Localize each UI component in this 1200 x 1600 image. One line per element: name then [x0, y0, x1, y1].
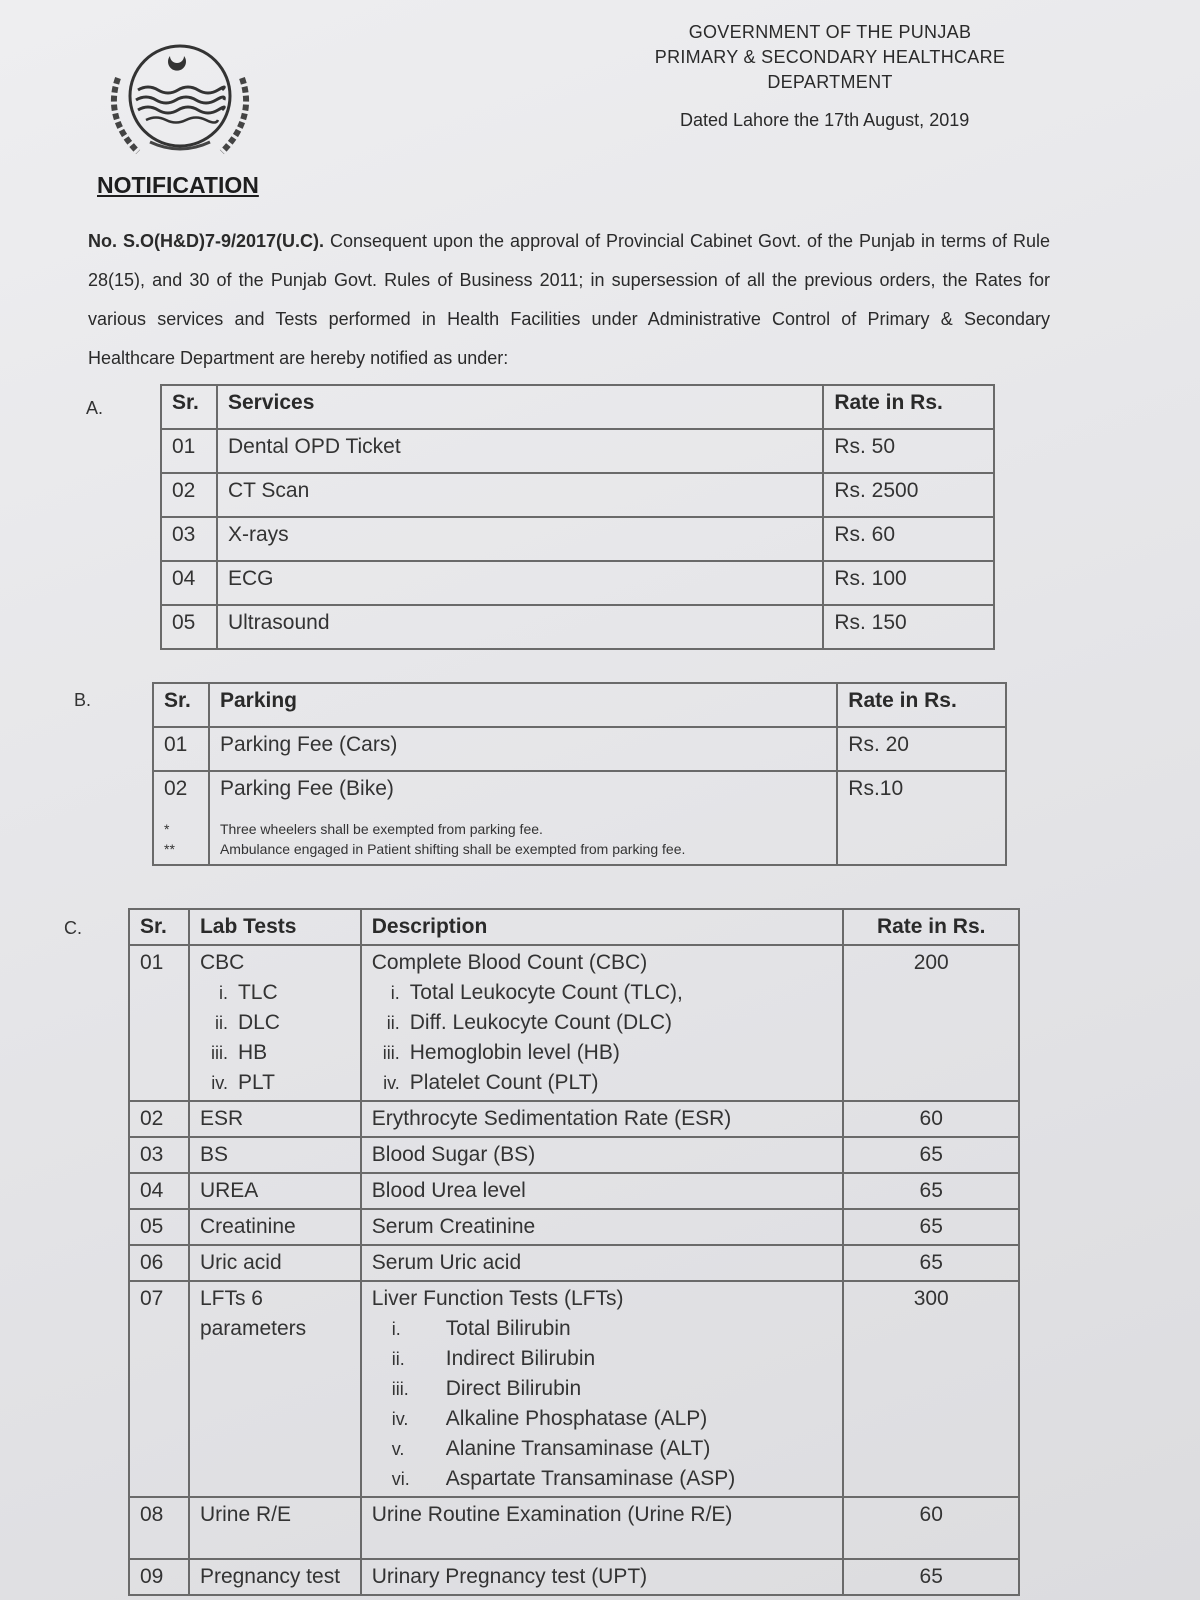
header-description: Description: [361, 909, 844, 945]
table-row: [161, 517, 994, 561]
sub-num: iv.: [391, 1409, 409, 1429]
sub-num: vi.: [391, 1469, 410, 1489]
cell-service: Ultrasound: [217, 605, 823, 649]
sub-desc: Alkaline Phosphatase (ALP): [445, 1407, 708, 1430]
cell-lab-test: Uric acid: [189, 1245, 361, 1281]
note-texts: [209, 814, 837, 865]
table-row: [129, 1245, 1019, 1281]
cell-sr: 02: [153, 771, 209, 814]
table-row: [129, 1497, 1019, 1559]
cell-rate: Rs. 50: [823, 429, 994, 473]
header-line-1: GOVERNMENT OF THE PUNJAB: [688, 22, 972, 42]
cell-rate: 65: [843, 1173, 1019, 1209]
sub-test: TLC: [237, 981, 278, 1004]
test-name: CBC: [199, 951, 245, 974]
table-row: [129, 1173, 1019, 1209]
sub-num: ii.: [214, 1013, 228, 1033]
cell-rate: Rs. 2500: [823, 473, 994, 517]
cell-description: Blood Sugar (BS): [361, 1137, 844, 1173]
header-sr: Sr.: [161, 385, 217, 429]
sub-desc: Total Bilirubin: [445, 1317, 571, 1340]
header-line-2: PRIMARY & SECONDARY HEALTHCARE: [654, 47, 1006, 67]
cell-service: ECG: [217, 561, 823, 605]
cell-lab-test: [189, 945, 361, 1101]
cell-rate: 300: [843, 1281, 1019, 1497]
header-sr: Sr.: [129, 909, 189, 945]
cell-lab-test: Urine R/E: [189, 1497, 361, 1559]
cell-sr: 01: [153, 727, 209, 771]
cell-lab-test: [189, 1281, 361, 1497]
section-b-label: B.: [74, 690, 92, 710]
header-rate: Rate in Rs.: [843, 909, 1019, 945]
sub-desc: Aspartate Transaminase (ASP): [445, 1467, 736, 1490]
sub-num: iii.: [391, 1379, 409, 1399]
cell-rate: Rs.10: [837, 771, 1006, 865]
header-rate: Rate in Rs.: [823, 385, 994, 429]
cell-rate: 65: [843, 1209, 1019, 1245]
sub-desc: Direct Bilirubin: [445, 1377, 582, 1400]
reference-number: No. S.O(H&D)7-9/2017(U.C).: [88, 231, 325, 251]
table-row: [161, 561, 994, 605]
paragraph-text: Consequent upon the approval of Provincial Cabinet Govt. of the Punjab in terms of Rule 28(15), and 30 of the Punjab Govt. Rules of Business 2011; in supersession of all the previous orders, the Rates for various services and Tests performed in Health Facilities under Administrative Control of Primary & Secondary Healthcare Department are hereby notified as under:: [88, 231, 1050, 368]
sub-num: iii.: [382, 1043, 400, 1063]
cell-sr: 03: [129, 1137, 189, 1173]
cell-sr: 01: [129, 945, 189, 1101]
desc-text: Complete Blood Count (CBC): [371, 951, 648, 974]
note-mark: *: [164, 821, 170, 837]
cell-lab-test: Creatinine: [189, 1209, 361, 1245]
table-row: [153, 771, 1006, 814]
cell-sr: 04: [161, 561, 217, 605]
sub-test: DLC: [237, 1011, 280, 1034]
punjab-seal-emblem: [98, 38, 262, 166]
cell-sr: 02: [129, 1101, 189, 1137]
sub-num: v.: [391, 1439, 405, 1459]
cell-lab-test: Pregnancy test: [189, 1559, 361, 1595]
cell-service: X-rays: [217, 517, 823, 561]
dated-line: Dated Lahore the 17th August, 2019: [680, 110, 970, 130]
sub-num: i.: [218, 983, 228, 1003]
sub-num: iii.: [210, 1043, 228, 1063]
services-table: [160, 384, 995, 650]
table-row: [129, 1101, 1019, 1137]
section-c-label: C.: [64, 918, 82, 938]
sub-num: i.: [390, 983, 400, 1003]
sub-test: HB: [237, 1041, 268, 1064]
cell-description: [361, 1281, 844, 1497]
cell-sr: 08: [129, 1497, 189, 1559]
cell-rate: Rs. 20: [837, 727, 1006, 771]
note-text: Three wheelers shall be exempted from parking fee.: [219, 821, 543, 837]
sub-num: ii.: [391, 1349, 405, 1369]
cell-parking: Parking Fee (Cars): [209, 727, 837, 771]
desc-text: Liver Function Tests (LFTs): [371, 1287, 624, 1310]
cell-service: CT Scan: [217, 473, 823, 517]
cell-sr: 09: [129, 1559, 189, 1595]
cell-sr: 01: [161, 429, 217, 473]
cell-description: Urine Routine Examination (Urine R/E): [361, 1497, 844, 1559]
cell-sr: 07: [129, 1281, 189, 1497]
cell-sr: 02: [161, 473, 217, 517]
table-row: [161, 473, 994, 517]
cell-sr: 04: [129, 1173, 189, 1209]
cell-rate: Rs. 60: [823, 517, 994, 561]
header-rate: Rate in Rs.: [837, 683, 1006, 727]
cell-lab-test: UREA: [189, 1173, 361, 1209]
header-sr: Sr.: [153, 683, 209, 727]
header-services: Services: [217, 385, 823, 429]
table-row: [153, 727, 1006, 771]
cell-rate: Rs. 150: [823, 605, 994, 649]
cell-description: Urinary Pregnancy test (UPT): [361, 1559, 844, 1595]
sub-desc: Total Leukocyte Count (TLC),: [409, 981, 683, 1004]
section-a-label: A.: [86, 398, 104, 418]
cell-rate: 200: [843, 945, 1019, 1101]
table-header-row: [153, 683, 1006, 727]
cell-description: Blood Urea level: [361, 1173, 844, 1209]
note-text: Ambulance engaged in Patient shifting shall be exempted from parking fee.: [219, 841, 686, 857]
table-row: [161, 605, 994, 649]
test-name: LFTs 6: [199, 1287, 263, 1310]
note-marks: [153, 814, 209, 865]
cell-description: Erythrocyte Sedimentation Rate (ESR): [361, 1101, 844, 1137]
table-header-row: [161, 385, 994, 429]
cell-sr: 05: [129, 1209, 189, 1245]
test-name-line-2: parameters: [199, 1317, 307, 1340]
table-row: [129, 945, 1019, 1101]
cell-rate: Rs. 100: [823, 561, 994, 605]
table-row: [129, 1559, 1019, 1595]
cell-service: Dental OPD Ticket: [217, 429, 823, 473]
sub-desc: Platelet Count (PLT): [409, 1071, 599, 1094]
sub-num: iv.: [383, 1073, 400, 1093]
cell-rate: 60: [843, 1497, 1019, 1559]
cell-sr: 03: [161, 517, 217, 561]
sub-desc: Hemoglobin level (HB): [409, 1041, 620, 1064]
sub-num: i.: [391, 1319, 401, 1339]
table-header-row: [129, 909, 1019, 945]
sub-desc: Indirect Bilirubin: [445, 1347, 596, 1370]
cell-rate: 65: [843, 1245, 1019, 1281]
sub-test: PLT: [237, 1071, 275, 1094]
notification-title: NOTIFICATION: [97, 172, 259, 198]
cell-rate: 65: [843, 1559, 1019, 1595]
sub-num: iv.: [211, 1073, 228, 1093]
cell-rate: 60: [843, 1101, 1019, 1137]
header-line-3: DEPARTMENT: [767, 72, 893, 92]
header-parking: Parking: [209, 683, 837, 727]
notification-paragraph: [88, 222, 1050, 378]
parking-table: [152, 682, 1007, 866]
table-row: [129, 1281, 1019, 1497]
cell-lab-test: ESR: [189, 1101, 361, 1137]
cell-description: [361, 945, 844, 1101]
table-row: [129, 1209, 1019, 1245]
sub-desc: Diff. Leukocyte Count (DLC): [409, 1011, 672, 1034]
department-header: [610, 20, 1050, 95]
table-row: [129, 1137, 1019, 1173]
cell-description: Serum Creatinine: [361, 1209, 844, 1245]
sub-desc: Alanine Transaminase (ALT): [445, 1437, 711, 1460]
sub-num: ii.: [386, 1013, 400, 1033]
table-row: [161, 429, 994, 473]
cell-lab-test: BS: [189, 1137, 361, 1173]
header-lab-tests: Lab Tests: [189, 909, 361, 945]
cell-sr: 05: [161, 605, 217, 649]
lab-tests-table: [128, 908, 1020, 1596]
note-mark: **: [164, 841, 175, 857]
cell-rate: 65: [843, 1137, 1019, 1173]
cell-parking: Parking Fee (Bike): [209, 771, 837, 814]
cell-description: Serum Uric acid: [361, 1245, 844, 1281]
cell-sr: 06: [129, 1245, 189, 1281]
